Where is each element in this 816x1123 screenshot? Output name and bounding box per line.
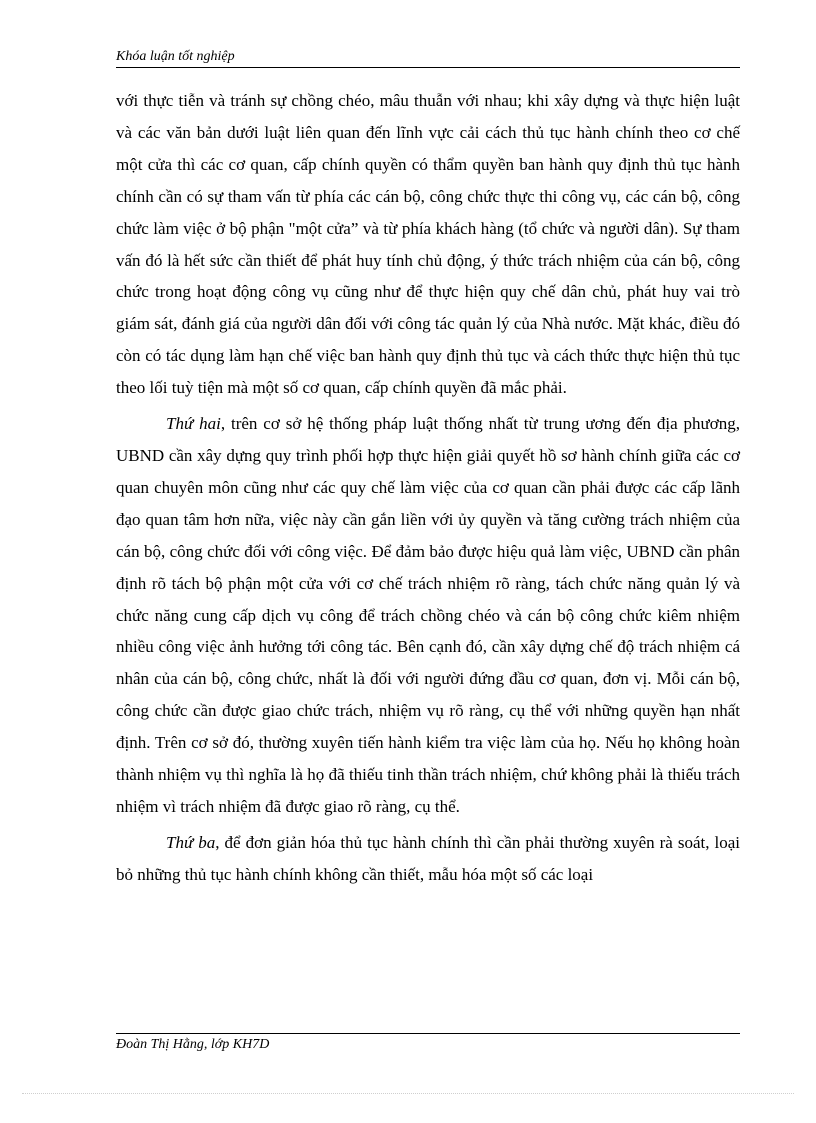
paragraph-text: với thực tiễn và tránh sự chồng chéo, mâu thuẫn với nhau; khi xây dựng và thực hiện luật và các văn bản dưới luật liên quan đến lĩnh vực cải cách thủ tục hành chính theo cơ chế một cửa thì các cơ quan, cấp chính quyền có thẩm quyền ban hành quy định thủ tục hành chính cần có sự tham vấn từ phía các cán bộ, công chức thực thi công vụ, các cán bộ, công chức làm việc ở bộ phận "một cửa” và từ phía khách hàng (tổ chức và người dân). Sự tham vấn đó là hết sức cần thiết để phát huy tính chủ động, ý thức trách nhiệm của cán bộ, công chức trong hoạt động công vụ cũng như để thực hiện quy chế dân chủ, phát huy vai trò giám sát, đánh giá của người dân đối với công tác quản lý của Nhà nước. Mặt khác, điều đó còn có tác dụng làm hạn chế việc ban hành quy định thủ tục và cách thức thực hiện thủ tục theo lối tuỳ tiện mà một số cơ quan, cấp chính quyền đã mắc phải. (116, 91, 740, 398)
paragraph-lead: Thứ hai (166, 414, 221, 434)
page-footer (116, 1033, 740, 1054)
paragraph (116, 408, 740, 823)
page-header (116, 48, 740, 68)
header-title: Khóa luận tốt nghiệp (116, 49, 235, 64)
document-body (116, 85, 740, 891)
footer-author: Đoàn Thị Hằng, lớp KH7D (116, 1037, 270, 1052)
paragraph-text: , trên cơ sở hệ thống pháp luật thống nhất từ trung ương đến địa phương, UBND cần xây dựng quy trình phối hợp thực hiện giải quyết hồ sơ hành chính giữa các cơ quan chuyên môn cũng như các quy chế làm việc của cơ quan cần phải được các cấp lãnh đạo quan tâm hơn nữa, việc này cần gắn liền với ủy quyền và tăng cường trách nhiệm của cán bộ, công chức đối với công việc. Để đảm bảo được hiệu quả làm việc, UBND cần phân định rõ tách bộ phận một cửa với cơ chế trách nhiệm rõ ràng, tách chức năng quản lý và chức năng cung cấp dịch vụ công để trách chồng chéo và cán bộ công chức kiêm nhiệm nhiều công việc ảnh hưởng tới công tác. Bên cạnh đó, cần xây dựng chế độ trách nhiệm cá nhân của cán bộ, công chức, nhất là đối với người đứng đầu cơ quan, đơn vị. Mỗi cán bộ, công chức cần được giao chức trách, nhiệm vụ rõ ràng, cụ thể với những quyền hạn nhất định. Trên cơ sở đó, thường xuyên tiến hành kiểm tra việc làm của họ. Nếu họ không hoàn thành nhiệm vụ thì nghĩa là họ đã thiếu tinh thần trách nhiệm, chứ không phải là thiếu trách nhiệm vì trách nhiệm đã được giao rõ ràng, cụ thể. (116, 414, 740, 816)
paragraph-text: , để đơn giản hóa thủ tục hành chính thì cần phải thường xuyên rà soát, loại bỏ những thủ tục hành chính không cần thiết, mẫu hóa một số các loại (116, 832, 741, 884)
paragraph-lead: Thứ ba (166, 832, 216, 852)
paragraph (116, 85, 740, 404)
paragraph (116, 827, 740, 891)
page-edge-divider (22, 1093, 794, 1094)
